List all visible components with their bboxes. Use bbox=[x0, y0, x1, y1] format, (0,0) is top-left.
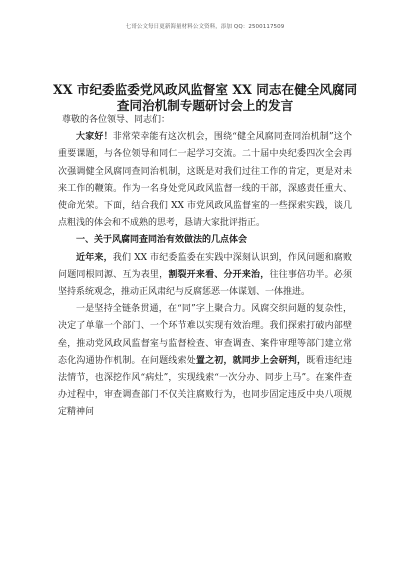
recent-years-bold: 割裂开来看、分开来治， bbox=[168, 269, 270, 280]
recent-years-text-a: 我们 XX 市纪委监委在实践中深刻认识到，作风问题和腐败问题同根同源、互为表里， bbox=[58, 252, 352, 280]
header-notice: 七哥公文每日更新海量材料公文资料，添加 QQ：2500117509 bbox=[125, 24, 285, 30]
recent-years-text-c: 往往事倍功半。必须坚持系统观念，推动正风肃纪与反腐惩恶一体谋划、一体推进。 bbox=[58, 269, 352, 298]
document-body bbox=[58, 112, 352, 422]
recent-years-lead: 近年来， bbox=[76, 252, 113, 263]
salutation: 尊敬的各位领导、同志们： bbox=[62, 115, 171, 125]
paragraph-full-chain bbox=[58, 301, 352, 421]
paragraph-opening bbox=[58, 129, 352, 232]
full-chain-bold: 置之初，就同步上会研判， bbox=[195, 355, 307, 366]
paragraph-recent-years bbox=[58, 250, 352, 302]
full-chain-text-a: 一是坚持全链条贯通，在“同”字上聚合力。风腐交织问题的复杂性，决定了单靠一个部门、一个环节难以实现有效治理。我们探索打破内部壁垒，推动党风政风监督室与监督检查、审查调查、案件审理等部门建立常态化沟通协作机制。在问题线索处 bbox=[58, 304, 352, 366]
paragraph-opening-text: 非常荣幸能有这次机会，围绕“健全风腐同查同治机制”这个重要课题，与各位领导和同仁一起学习交流。二十届中央纪委四次全会再次强调健全风腐同查同治机制，这既是对我们过往工作的肯定，更是对未来工作的鞭策。作为一名身处党风政风监督一线的干部，深感责任重大、使命光荣。下面，结合我们 XX 市党风政风监督室的一些探索实践，谈几点粗浅的体会和不成熟的思考，恳请大家批评指正。 bbox=[58, 132, 352, 229]
full-chain-text-c: 既看违纪违法情节，也深挖作风“病灶”，实现线索“一次分办、同步上马”。在案件查办过程中，审查调查部门不仅关注腐败行为，也同步固定违反中央八项规定精神问 bbox=[58, 355, 352, 418]
greeting-lead: 大家好！ bbox=[76, 132, 113, 143]
section-heading-1: 一、关于风腐同查同治有效做法的几点体会 bbox=[76, 235, 248, 246]
document-title: XX 市纪委监委党风政风监督室 XX 同志在健全风腐同查同治机制专题研讨会上的发言 bbox=[52, 82, 358, 113]
